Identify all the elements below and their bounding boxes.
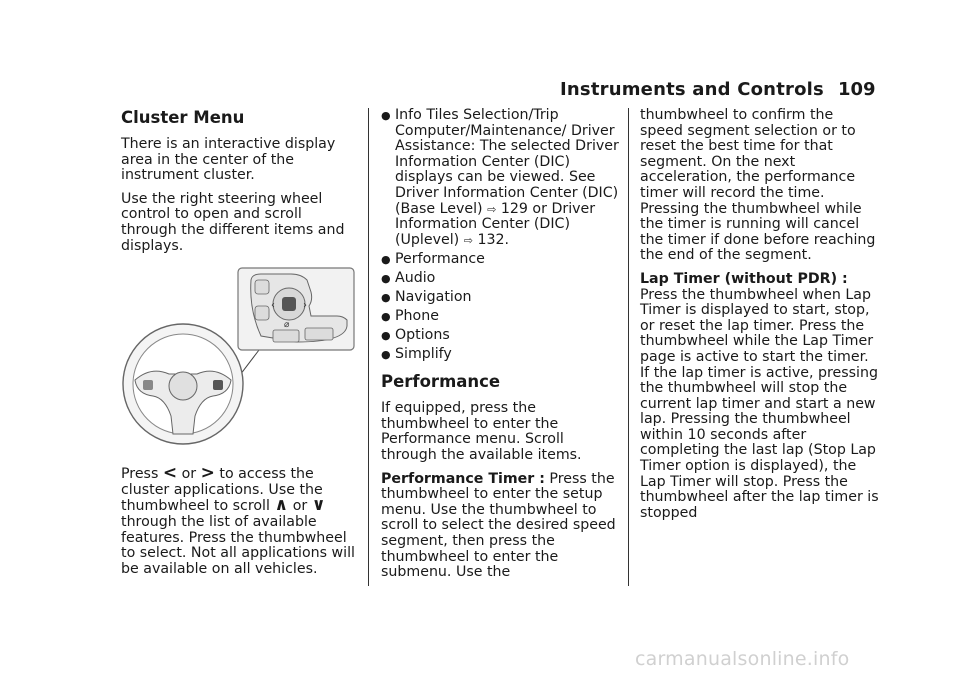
steering-wheel-illustration: [121, 266, 357, 456]
bullet-icon: ●: [381, 271, 391, 285]
chevron-down-icon: ∨: [311, 495, 326, 516]
list-item: ● Performance: [381, 250, 485, 267]
paragraph-performance-timer: Performance Timer : Press the thumbwheel to enter the setup menu. Use the thumbwheel to scroll to select the desired speed segment, then press the thumbwheel to enter the submenu. Use the: [381, 470, 616, 581]
chevron-up-icon: ∧: [274, 495, 289, 516]
paragraph: Use the right steering wheel control to open and scroll through the different items and displays.: [121, 190, 345, 254]
chevron-left-icon: <: [162, 463, 178, 484]
term-label: Lap Timer (without PDR) :: [640, 270, 848, 287]
term-label: Performance Timer :: [381, 470, 545, 487]
bullet-icon: ●: [381, 109, 391, 122]
steering-wheel-icon: [121, 266, 357, 456]
list-item: ● Phone: [381, 307, 439, 324]
chevron-right-icon: >: [200, 463, 215, 484]
column-2: [381, 108, 621, 589]
page-number: 109: [838, 79, 876, 100]
section-heading-cluster-menu: Cluster Menu: [121, 108, 245, 127]
bullet-icon: ●: [381, 309, 391, 323]
svg-text:‹: ‹: [271, 300, 275, 312]
watermark: carmanualsonline.info: [635, 648, 850, 670]
cluster-menu-list: [381, 108, 621, 362]
column-1: [121, 108, 361, 585]
section-heading-performance: Performance: [381, 372, 501, 392]
bullet-icon: ●: [381, 347, 391, 361]
paragraph: thumbwheel to confirm the speed segment selection or to reset the best time for that segment. On the next acceleration, the performance timer will record the time. Pressing the thumbwheel while the timer is running will cancel the timer if done before reaching the end of the segment.: [640, 107, 876, 264]
list-item: ● Audio: [381, 269, 436, 286]
bullet-icon: ●: [381, 328, 391, 342]
list-item: ● Simplify: [381, 345, 452, 362]
list-item: ● Options: [381, 326, 450, 343]
reference-arrow-icon: ⇨: [487, 202, 497, 216]
column-divider: [368, 108, 369, 586]
list-item: ● Info Tiles Selection/Trip Computer/Maintenance/ Driver Assistance: The selected Driver Information Center (DIC) displays can be viewed. See Driver Information Center (DIC) (Base Level) ⇨ 129 or Driver Information Center (DIC) (Uplevel) ⇨ 132.: [381, 107, 619, 248]
reference-arrow-icon: ⇨: [463, 233, 473, 247]
column-3: [640, 108, 880, 529]
paragraph-controls: Press < or > to access the cluster applications. Use the thumbwheel to scroll ∧ or ∨ through the list of available features. Press the thumbwheel to select. Not all applications will be available on all vehicles.: [121, 463, 355, 577]
page-header-title: Instruments and Controls: [560, 79, 824, 100]
svg-text:›: ›: [303, 300, 307, 312]
page-ref-link[interactable]: 129 or Driver Information Center (DIC) (Uplevel): [395, 200, 596, 248]
bullet-icon: ●: [381, 290, 391, 304]
page-ref-link[interactable]: 132.: [477, 231, 510, 248]
column-divider: [628, 108, 629, 586]
paragraph-lap-timer: Lap Timer (without PDR) : Press the thumbwheel when Lap Timer is displayed to start, stop, or reset the lap timer. Press the thumbwheel while the Lap Timer page is active to start the timer. If the lap timer is active, pressing the thumbwheel will stop the current lap timer and start a new lap. Pressing the thumbwheel within 10 seconds after completing the last lap (Stop Lap Timer option is displayed), the Lap Timer will stop. Press the thumbwheel after the lap timer is stopped: [640, 270, 879, 521]
paragraph: There is an interactive display area in the center of the instrument cluster.: [121, 136, 336, 184]
bullet-icon: ●: [381, 252, 391, 266]
svg-text:⌀: ⌀: [284, 320, 290, 331]
paragraph: If equipped, press the thumbwheel to enter the Performance menu. Scroll through the available items.: [381, 400, 582, 464]
list-item: ● Navigation: [381, 288, 472, 305]
